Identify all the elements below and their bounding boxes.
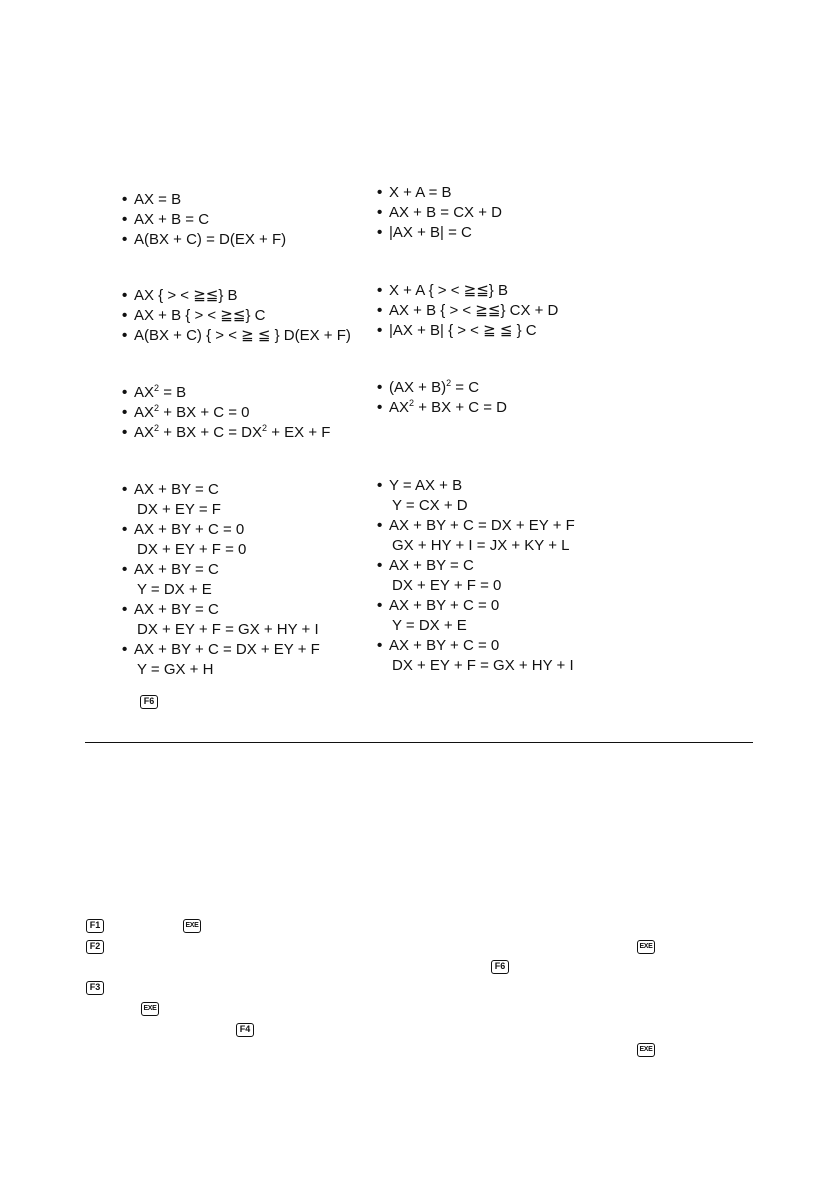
exe-key-icon: EXE [637, 940, 655, 954]
equation-line: • Y = AX + B [377, 477, 463, 494]
linear-inequality-group [122, 286, 351, 346]
f1-key-icon: F1 [86, 919, 104, 933]
equation-line: • AX + BY = C [122, 481, 219, 498]
linear-equation-group [377, 183, 502, 243]
equation-line: • |AX + B| = C [377, 224, 472, 241]
f4-key-icon: F4 [236, 1023, 254, 1037]
equation-line: • $AX^2$ + BX + C = 0 [122, 403, 250, 421]
equation-line: • AX { > < ≧≦} B [122, 287, 238, 304]
exponent: 2 [262, 423, 268, 433]
equation-line: • AX + BY = C [122, 561, 219, 578]
equation-line: DX + EY = F [137, 501, 221, 518]
equation-line: DX + EY + F = 0 [137, 541, 247, 558]
equation-line: • A(BX + C) = D(EX + F) [122, 231, 287, 248]
equation-line: • X + A = B [377, 184, 452, 201]
equation-line: Y = GX + H [137, 661, 214, 678]
equation-line: • AX = B [122, 191, 182, 208]
equation-line: • X + A { > < ≧≦} B [377, 282, 508, 299]
equation-line: Y = CX + D [392, 497, 468, 514]
equation-line: • |AX + B| { > < ≧ ≦ } C [377, 322, 537, 339]
exponent: 2 [154, 383, 160, 393]
equation-line: • AX + B = C [122, 211, 210, 228]
equation-line: • AX + BY = C [377, 557, 474, 574]
exe-key-icon: EXE [637, 1043, 655, 1057]
exponent: 2 [446, 378, 452, 388]
equation-line: • AX + B { > < ≧≦} CX + D [377, 302, 559, 319]
equation-line: • $AX^2 = B$ [122, 383, 187, 401]
equation-line: GX + HY + I = JX + KY + L [392, 537, 570, 554]
exponent: 2 [154, 423, 160, 433]
exe-key-icon: EXE [183, 919, 201, 933]
equation-line: Y = DX + E [392, 617, 467, 634]
equation-line: • $AX^2$ + BX + $C = DX^2$ + EX + F [122, 423, 331, 441]
equation-line: DX + EY + F = GX + HY + I [392, 657, 574, 674]
equation-line: • AX + B = CX + D [377, 204, 502, 221]
quadratic-equation-group [122, 383, 330, 443]
equation-line: DX + EY + F = GX + HY + I [137, 621, 319, 638]
quadratic-equation-group [377, 378, 507, 418]
simultaneous-equation-group [377, 476, 575, 676]
exponent: 2 [154, 403, 160, 413]
linear-equation-group [122, 190, 286, 250]
equation-line: • AX + BY + C = 0 [377, 637, 500, 654]
f6-key-icon: F6 [140, 695, 158, 709]
exponent: 2 [409, 398, 415, 408]
equation-line: • AX + BY + C = 0 [122, 521, 245, 538]
equation-line: • $AX^2$ + BX + C = D [377, 398, 508, 416]
equation-line: • (AX + B)$^2$ = C [377, 378, 480, 396]
f3-key-icon: F3 [86, 981, 104, 995]
f2-key-icon: F2 [86, 940, 104, 954]
equation-line: Y = DX + E [137, 581, 212, 598]
equation-line: • AX + B { > < ≧≦} C [122, 307, 266, 324]
exe-key-icon: EXE [141, 1002, 159, 1016]
equation-line: • AX + BY + C = DX + EY + F [377, 517, 575, 534]
simultaneous-equation-group [122, 480, 320, 680]
equation-line: • AX + BY + C = 0 [377, 597, 500, 614]
linear-inequality-group [377, 281, 558, 341]
equation-line: DX + EY + F = 0 [392, 577, 502, 594]
f6-key-icon: F6 [491, 960, 509, 974]
section-divider [85, 742, 753, 743]
equation-line: • AX + BY + C = DX + EY + F [122, 641, 320, 658]
equation-line: • AX + BY = C [122, 601, 219, 618]
equation-line: • A(BX + C) { > < ≧ ≦ } D(EX + F) [122, 327, 351, 344]
